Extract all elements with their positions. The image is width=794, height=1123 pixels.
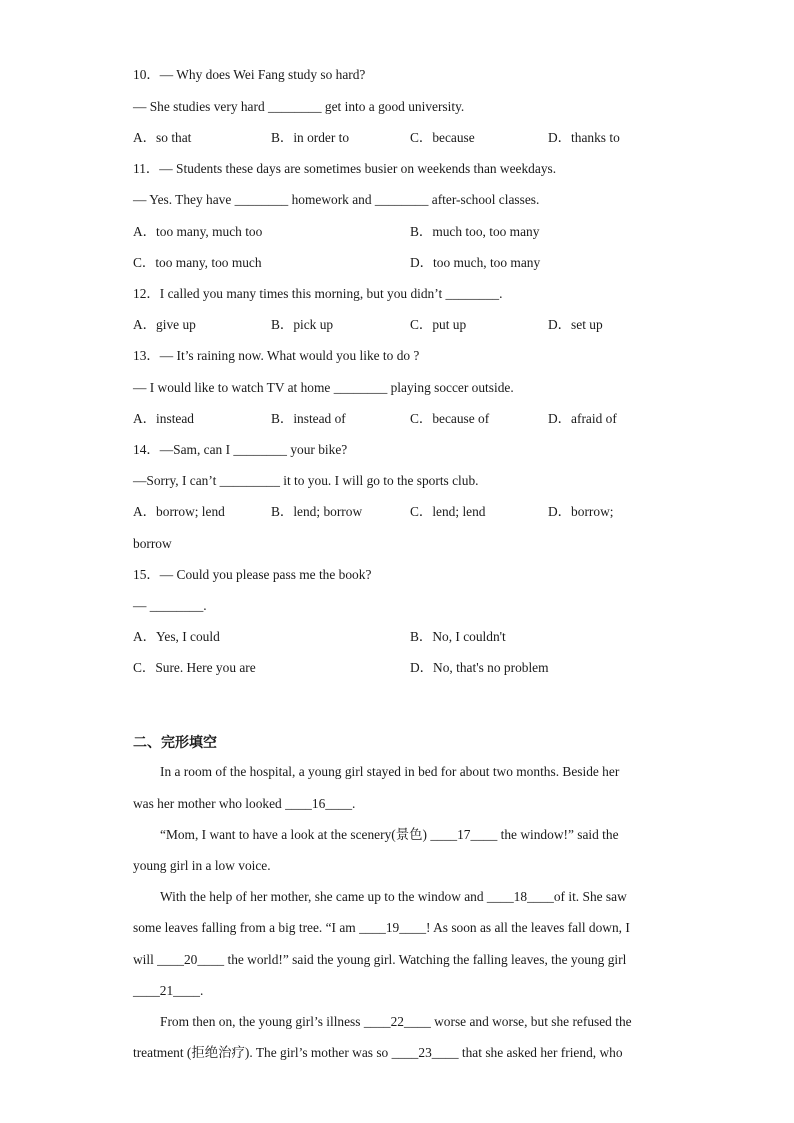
section-2-heading: 二、完形填空 — [133, 734, 217, 750]
question-13-line2: — I would like to watch TV at home ________ playing soccer outside. — [133, 380, 514, 395]
question-10-stem: 10．— Why does Wei Fang study so hard? — [133, 67, 366, 82]
question-15-option-d: D．No, that's no problem — [410, 660, 549, 675]
passage-line: “Mom, I want to have a look at the scenery(景色) ____17____ the window!” said the — [160, 827, 619, 842]
question-13-option-c: C．because of — [410, 411, 490, 426]
passage-line: young girl in a low voice. — [133, 858, 271, 873]
question-11-line2: — Yes. They have ________ homework and ________ after-school classes. — [133, 192, 540, 207]
question-14-stem: 14．—Sam, can I ________ your bike? — [133, 442, 348, 457]
question-15-option-a: A．Yes, I could — [133, 629, 220, 644]
question-10-line2: — She studies very hard ________ get into a good university. — [133, 99, 465, 114]
passage-line: From then on, the young girl’s illness ____22____ worse and worse, but she refused the — [160, 1014, 632, 1029]
question-10-option-c: C．because — [410, 130, 475, 145]
question-12-option-c: C．put up — [410, 317, 467, 332]
question-15-option-c: C．Sure. Here you are — [133, 660, 256, 675]
question-15-line2: — ________. — [133, 598, 207, 613]
question-12-option-d: D．set up — [548, 317, 603, 332]
passage-line: will ____20____ the world!” said the young girl. Watching the falling leaves, the young girl — [133, 952, 627, 967]
question-12-option-b: B．pick up — [271, 317, 334, 332]
question-14-option-d: D．borrow; — [548, 504, 614, 519]
question-15-stem: 15．— Could you please pass me the book? — [133, 567, 372, 582]
passage-line: treatment (拒绝治疗). The girl’s mother was so ____23____ that she asked her friend, who — [133, 1045, 623, 1060]
question-12-stem: 12．I called you many times this morning, but you didn’t ________. — [133, 286, 503, 301]
question-11-option-c: C．too many, too much — [133, 255, 262, 270]
question-13-option-b: B．instead of — [271, 411, 346, 426]
question-11-stem: 11．— Students these days are sometimes busier on weekends than weekdays. — [133, 161, 557, 176]
question-13-option-d: D．afraid of — [548, 411, 617, 426]
passage-line: In a room of the hospital, a young girl stayed in bed for about two months. Beside her — [160, 764, 620, 779]
question-11-option-d: D．too much, too many — [410, 255, 541, 270]
question-15-option-b: B．No, I couldn't — [410, 629, 506, 644]
question-14-option-a: A．borrow; lend — [133, 504, 225, 519]
question-10-option-a: A．so that — [133, 130, 192, 145]
question-14-option-d-wrap: borrow — [133, 536, 172, 551]
question-13-option-a: A．instead — [133, 411, 194, 426]
question-14-line2: —Sorry, I can’t _________ it to you. I will go to the sports club. — [133, 473, 479, 488]
question-12-option-a: A．give up — [133, 317, 196, 332]
question-11-option-a: A．too many, much too — [133, 224, 263, 239]
passage-line: was her mother who looked ____16____. — [133, 796, 356, 811]
passage-line: ____21____. — [133, 983, 204, 998]
question-14-option-c: C．lend; lend — [410, 504, 486, 519]
question-14-option-b: B．lend; borrow — [271, 504, 363, 519]
passage-line: some leaves falling from a big tree. “I am ____19____! As soon as all the leaves fall down, I — [133, 920, 630, 935]
question-10-option-b: B．in order to — [271, 130, 350, 145]
question-10-option-d: D．thanks to — [548, 130, 620, 145]
passage-line: With the help of her mother, she came up to the window and ____18____of it. She saw — [160, 889, 627, 904]
question-11-option-b: B．much too, too many — [410, 224, 540, 239]
question-13-stem: 13．— It’s raining now. What would you like to do ? — [133, 348, 420, 363]
